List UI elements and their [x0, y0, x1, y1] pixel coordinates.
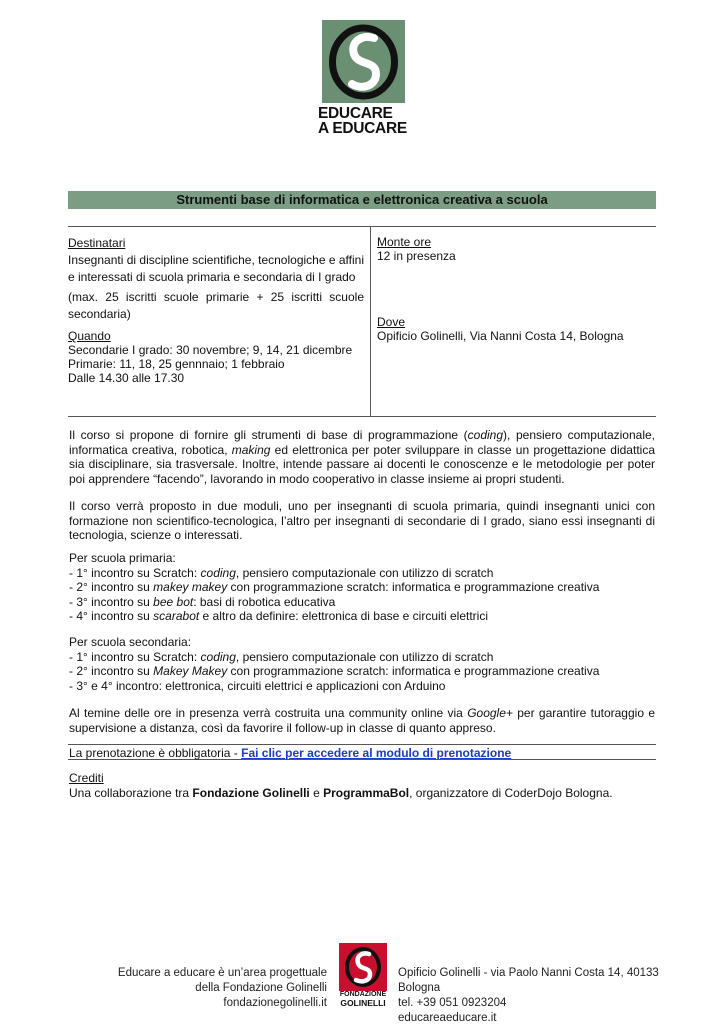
- fondazione-logo: [339, 943, 387, 991]
- text-run-italic: Google+: [467, 706, 513, 720]
- footer-right-line: educareaeducare.it: [398, 1012, 497, 1024]
- logo-symbol-icon: [322, 20, 405, 103]
- primaria-heading: Per scuola primaria:: [69, 551, 176, 565]
- quando-line: Primarie: 11, 18, 25 gennnaio; 1 febbraio: [68, 357, 285, 371]
- fondazione-wordmark: [334, 991, 392, 1007]
- text-run-italic: coding: [467, 428, 504, 442]
- text-run: per garantire tutoraggio e supervisione a distanza, così da favorire il follow-up in classe di quanto appreso.: [69, 706, 655, 735]
- credits-text: Una collaborazione tra Fondazione Golinelli e ProgrammaBol, organizzatore di CoderDojo Bologna.: [69, 786, 613, 800]
- footer-right-line: tel. +39 051 0923204: [398, 997, 507, 1009]
- secondaria-list: [69, 635, 655, 693]
- info-table: [68, 226, 656, 417]
- footer-left: [100, 966, 327, 1011]
- credits-label: Crediti: [69, 771, 104, 785]
- destinatari-text: Insegnanti di discipline scientifiche, tecnologiche e affini e interessati di scuola primaria e secondaria di I grado: [68, 253, 364, 284]
- info-right-column: [377, 235, 657, 343]
- list-item: - 4° incontro su scarabot e altro da definire: elettronica di base e circuiti elettrici: [69, 609, 489, 623]
- destinatari-note: (max. 25 iscritti scuole primarie + 25 iscritti scuole secondaria): [68, 290, 364, 321]
- modules-text: Il corso verrà proposto in due moduli, uno per insegnanti di scuola primaria, quindi insegnanti unici con formazione non scientifico-tecnologica, l’altro per insegnanti di secondarie di I grado, siano essi insegnanti di tecnologia, scienze o interessati.: [69, 499, 655, 542]
- text-run: ), pensiero computazionale, informatica creativa, robotica,: [69, 428, 655, 457]
- fondazione-line-1: FONDAZIONE: [339, 991, 387, 998]
- list-item: - 2° incontro su makey makey con programmazione scratch: informatica e programmazione creativa: [69, 580, 600, 594]
- monte-ore-label: Monte ore: [377, 235, 432, 249]
- primaria-list: [69, 551, 655, 624]
- fondazione-logo-icon: [339, 943, 387, 991]
- list-item: - 1° incontro su Scratch: coding, pensiero computazionale con utilizzo di scratch: [69, 649, 494, 664]
- dove-value: Opificio Golinelli, Via Nanni Costa 14, Bologna: [377, 329, 624, 343]
- credits-section: [69, 771, 655, 801]
- secondaria-heading: Per scuola secondaria:: [69, 635, 192, 649]
- footer-right-line: Opificio Golinelli - via Paolo Nanni Costa 14, 40133 Bologna: [398, 967, 659, 994]
- footer-left-line: Educare a educare è un’area progettuale: [117, 967, 327, 979]
- logo-line-1: EDUCARE: [318, 105, 393, 122]
- booking-link[interactable]: Fai clic per accedere al modulo di prenotazione: [241, 746, 512, 760]
- booking-row: [68, 744, 656, 760]
- footer-left-line: della Fondazione Golinelli: [195, 982, 327, 994]
- quando-line: Dalle 14.30 alle 17.30: [68, 371, 185, 385]
- educare-logo-mark: [322, 20, 405, 103]
- text-run: Al temine delle ore in presenza verrà costruita una community online via: [69, 706, 468, 720]
- intro-paragraph: [69, 428, 655, 486]
- text-run-italic: making: [231, 442, 271, 457]
- text-run: Il corso si propone di fornire gli strumenti di base di programmazione (: [69, 428, 468, 442]
- dove-label: Dove: [377, 315, 406, 329]
- logo-line-2: A EDUCARE: [318, 120, 407, 137]
- quando-line: Secondarie I grado: 30 novembre; 9, 14, 21 dicembre: [68, 343, 353, 357]
- text-run: ed elettronica per poter sviluppare in classe un progettazione didattica sia disciplinare, sia trasversale. Inoltre, intende passare ai docenti le conoscenze e le metodologie per poter poi apprendere “facendo”, lavorando in modo cooperativo in classe insieme ai propri studenti.: [69, 442, 655, 486]
- footer-left-line: fondazionegolinelli.it: [223, 997, 327, 1009]
- list-item: - 1° incontro su Scratch: coding, pensiero computazionale con utilizzo di scratch: [69, 565, 494, 580]
- info-left-column: [68, 235, 364, 385]
- list-item: - 2° incontro su Makey Makey con programmazione scratch: informatica e programmazione creativa: [69, 664, 600, 678]
- booking-text: La prenotazione è obbligatoria -: [69, 746, 242, 760]
- column-divider: [370, 227, 371, 416]
- destinatari-label: Destinatari: [68, 236, 126, 250]
- list-item: - 3° e 4° incontro: elettronica, circuiti elettrici e applicazioni con Arduino: [69, 678, 446, 693]
- quando-label: Quando: [68, 329, 111, 343]
- footer-right: [398, 966, 698, 1026]
- monte-ore-value: 12 in presenza: [377, 249, 456, 263]
- list-item: - 3° incontro su bee bot: basi di robotica educativa: [69, 594, 336, 609]
- course-title: Strumenti base di informatica e elettronica creativa a scuola: [68, 191, 656, 209]
- modules-paragraph: [69, 499, 655, 543]
- fondazione-line-2: GOLINELLI: [340, 998, 386, 1008]
- community-paragraph: [69, 706, 655, 735]
- logo-wordmark: [318, 106, 418, 136]
